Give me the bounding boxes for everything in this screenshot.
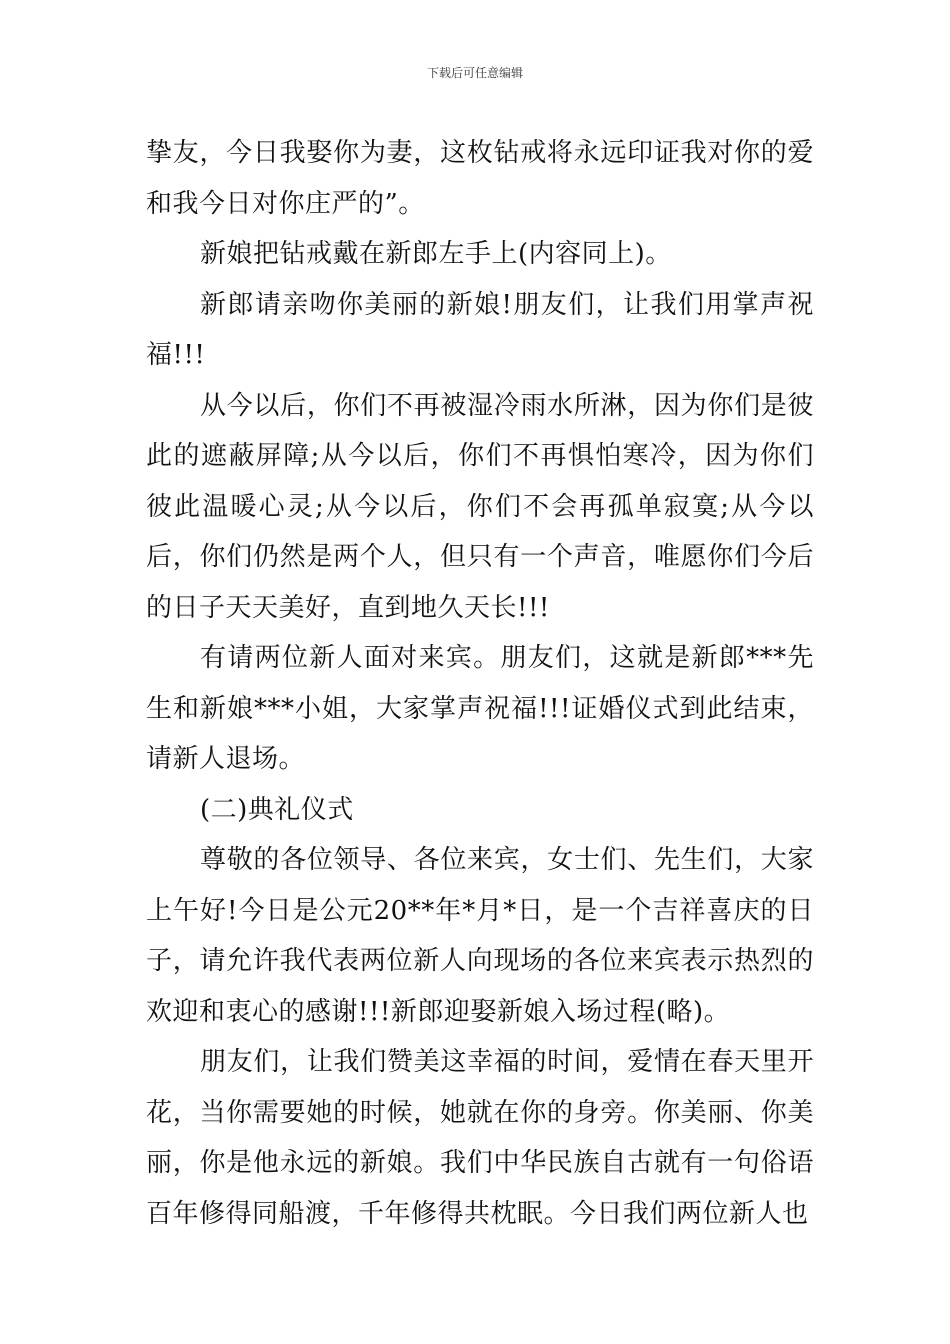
paragraph-6: 尊敬的各位领导、各位来宾，女士们、先生们，大家上午好!今日是公元20**年*月*日，是一个吉祥喜庆的日子，请允许我代表两位新人向现场的各位来宾表示热烈的欢迎和衷心的感谢!!!新郎迎娶新娘入场过程(略)。 [146, 845, 814, 1027]
section-heading: (二)典礼仪式 [200, 794, 354, 825]
paragraph-1: 挚友，今日我娶你为妻，这枚钻戒将永远印证我对你的爱和我今日对你庄严的”。 [146, 138, 814, 219]
paragraph-2: 新娘把钻戒戴在新郎左手上(内容同上)。 [200, 239, 672, 269]
paragraph-7: 朋友们，让我们赞美这幸福的时间，爱情在春天里开花，当你需要她的时候，她就在你的身旁。你美丽、你美丽，你是他永远的新娘。我们中华民族自古就有一句俗语百年修得同船渡，千年修得共枕眠。今日我们两位新人也 [146, 1047, 814, 1229]
paragraph-3: 新郎请亲吻你美丽的新娘!朋友们，让我们用掌声祝福!!! [146, 289, 814, 370]
document-body [146, 128, 814, 1239]
paragraph-4: 从今以后，你们不再被湿冷雨水所淋，因为你们是彼此的遮蔽屏障;从今以后，你们不再惧怕寒冷，因为你们彼此温暖心灵;从今以后，你们不会再孤单寂寞;从今以后，你们仍然是两个人，但只有一个声音，唯愿你们今后的日子天天美好，直到地久天长!!! [146, 390, 814, 623]
page-header: 下载后可任意编辑 [426, 66, 523, 80]
paragraph-5: 有请两位新人面对来宾。朋友们，这就是新郎***先生和新娘***小姐，大家掌声祝福!!!证婚仪式到此结束，请新人退场。 [146, 643, 814, 774]
